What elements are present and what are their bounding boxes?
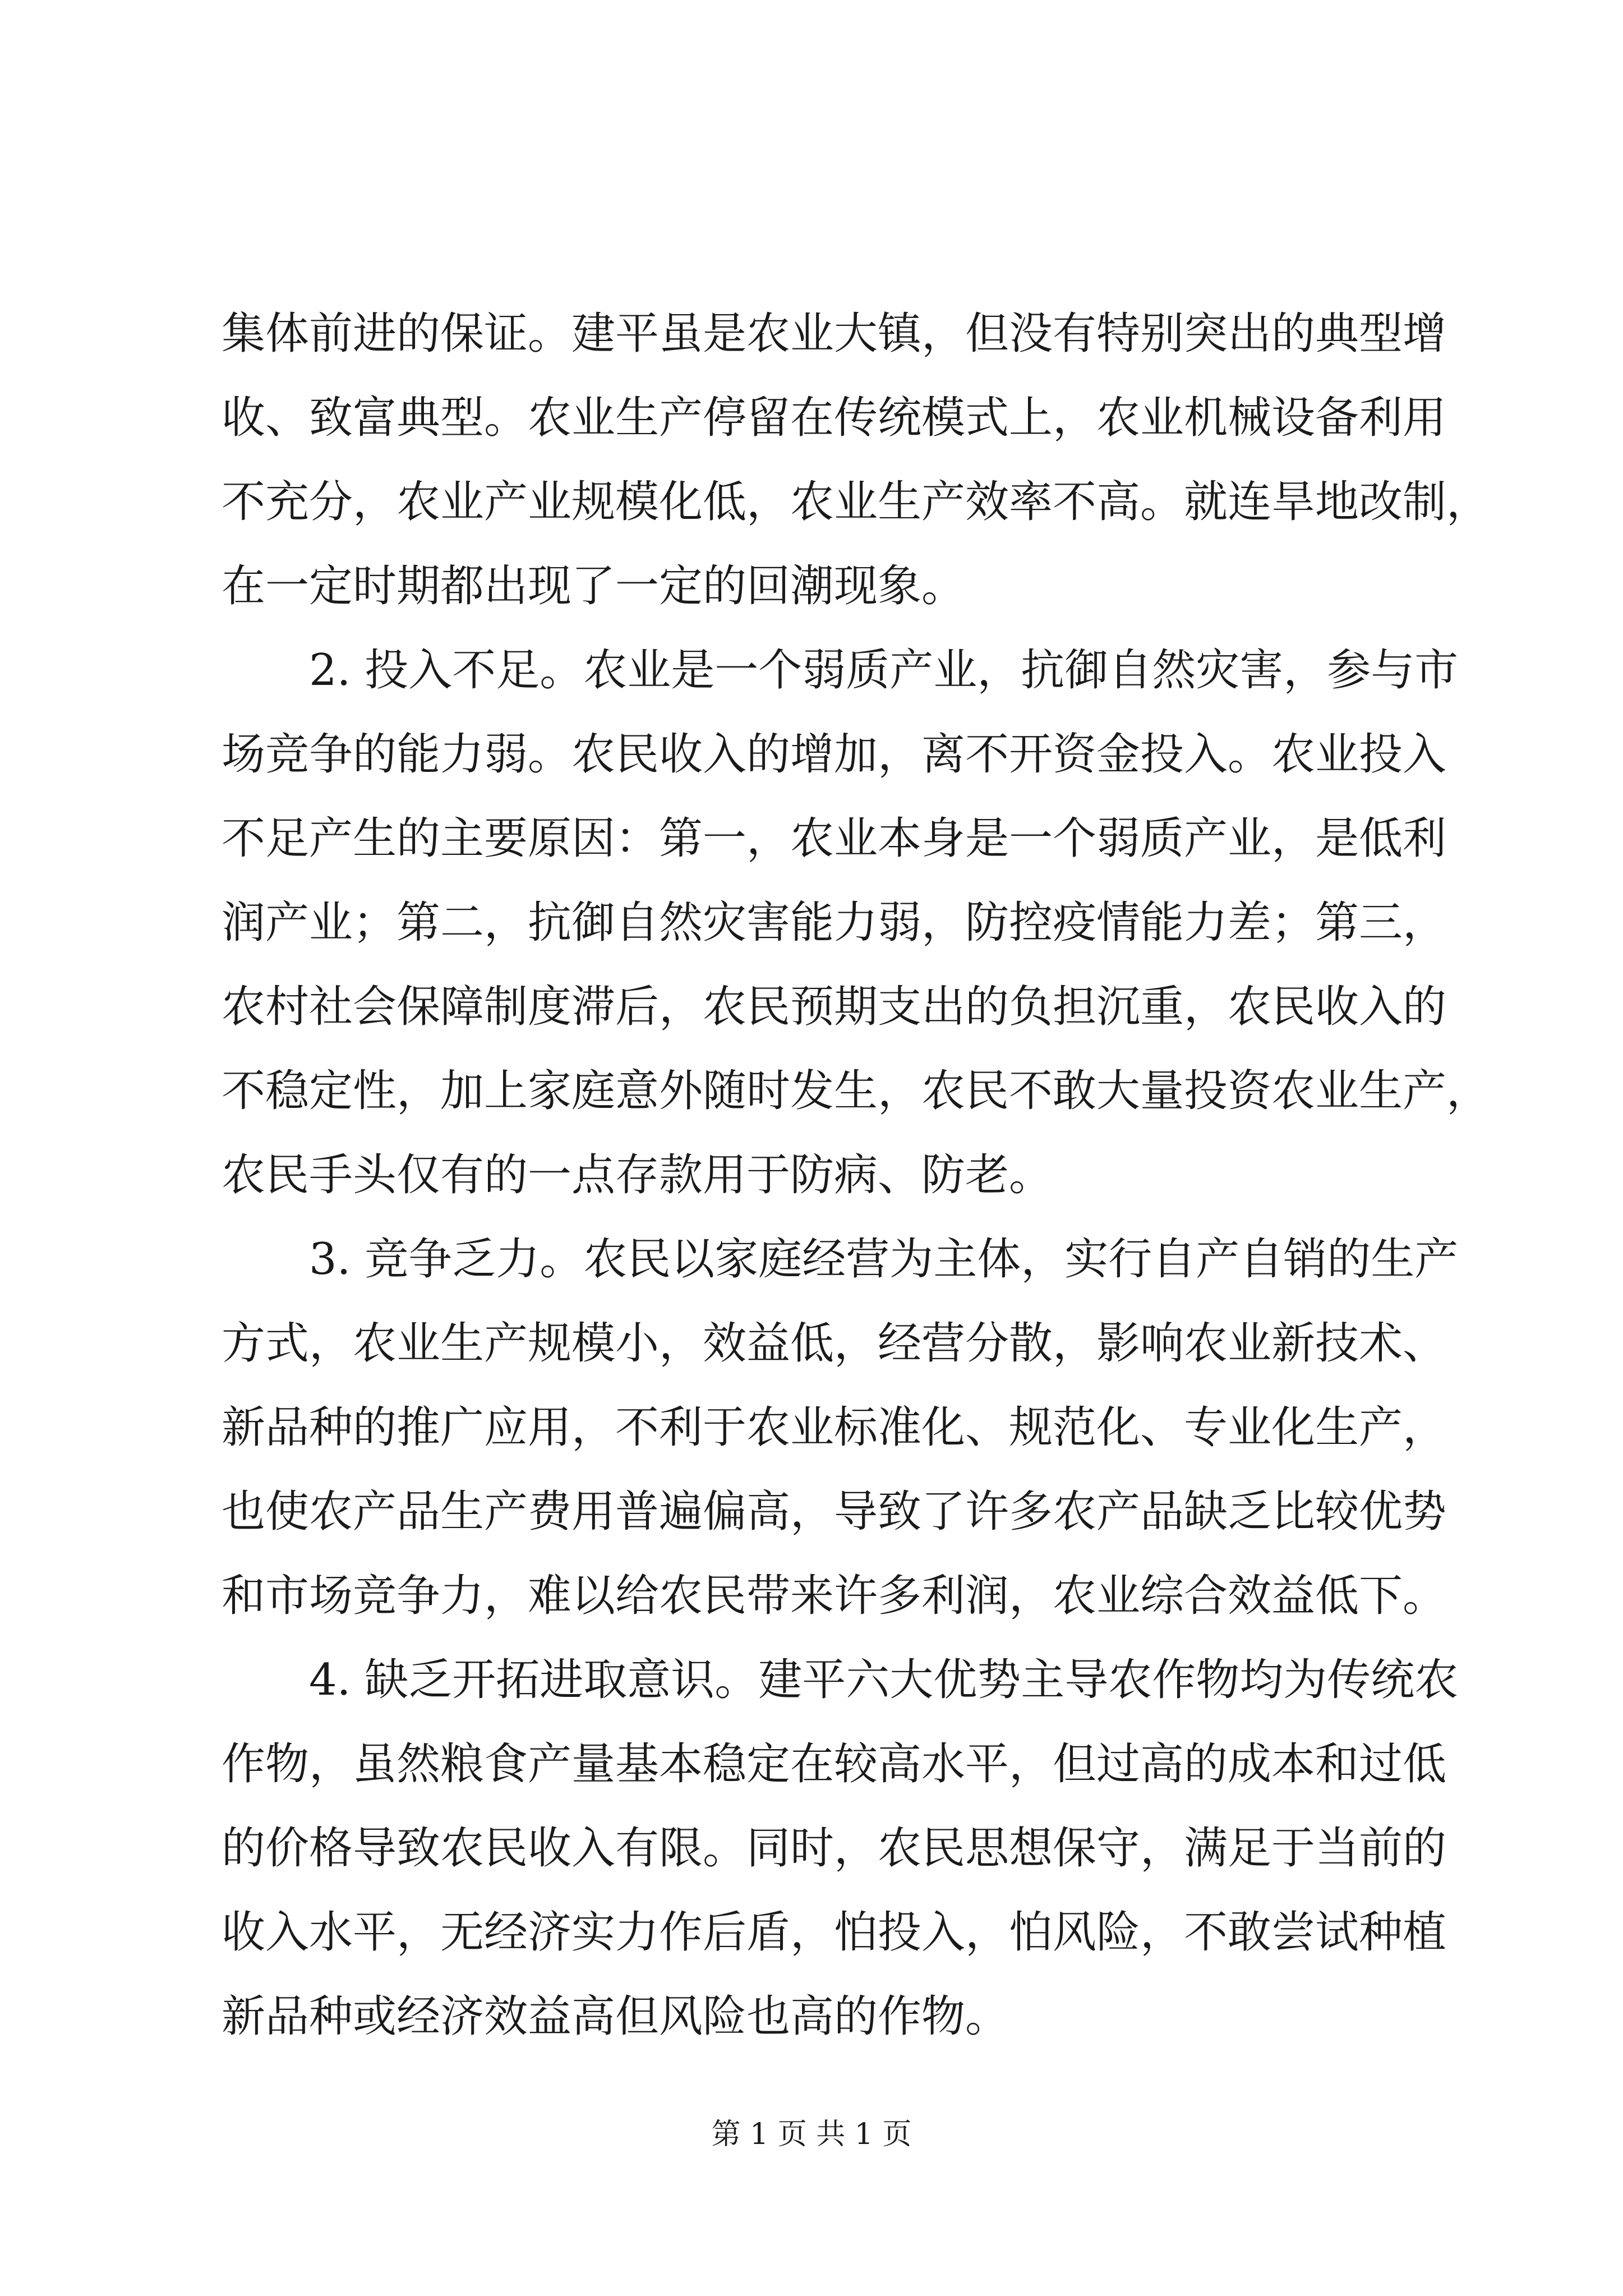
text-line: 农村社会保障制度滞后，农民预期支出的负担沉重，农民收入的 <box>222 982 1447 1032</box>
text-line: 和市场竞争力，难以给农民带来许多利润，农业综合效益低下。 <box>222 1571 1447 1621</box>
text-line: 4. 缺乏开拓进取意识。建平六大优势主导农作物均为传统农 <box>222 1655 1459 1705</box>
text-line: 润产业；第二，抗御自然灾害能力弱，防控疫情能力差；第三， <box>222 898 1447 948</box>
page-footer: 第 1 页 共 1 页 <box>711 2118 912 2151</box>
text-line: 的价格导致农民收入有限。同时，农民思想保守，满足于当前的 <box>222 1823 1447 1874</box>
text-line: 在一定时期都出现了一定的回潮现象。 <box>222 561 966 611</box>
text-line: 新品种或经济效益高但风险也高的作物。 <box>222 1991 1009 2042</box>
text-line: 方式，农业生产规模小，效益低，经营分散，影响农业新技术、 <box>222 1318 1447 1369</box>
text-line: 也使农产品生产费用普遍偏高，导致了许多农产品缺乏比较优势 <box>222 1487 1447 1537</box>
text-line: 不充分，农业产业规模化低，农业生产效率不高。就连旱地改制， <box>222 477 1491 527</box>
text-line: 新品种的推广应用，不利于农业标准化、规范化、专业化生产， <box>222 1402 1447 1453</box>
text-line: 收入水平，无经济实力作后盾，怕投入，怕风险，不敢尝试种植 <box>222 1907 1447 1958</box>
text-line: 场竞争的能力弱。农民收入的增加，离不开资金投入。农业投入 <box>222 729 1447 780</box>
text-line: 3. 竞争乏力。农民以家庭经营为主体，实行自产自销的生产 <box>222 1234 1459 1285</box>
text-line: 收、致富典型。农业生产停留在传统模式上，农业机械设备利用 <box>222 393 1447 443</box>
text-line: 不稳定性，加上家庭意外随时发生，农民不敢大量投资农业生产， <box>222 1066 1491 1116</box>
text-line: 2. 投入不足。农业是一个弱质产业，抗御自然灾害，参与市 <box>222 645 1459 696</box>
text-line: 不足产生的主要原因：第一，农业本身是一个弱质产业，是低利 <box>222 813 1447 864</box>
body-text <box>222 292 1491 2059</box>
text-line: 作物，虽然粮食产量基本稳定在较高水平，但过高的成本和过低 <box>222 1739 1447 1789</box>
text-line: 集体前进的保证。建平虽是农业大镇，但没有特别突出的典型增 <box>222 309 1447 359</box>
text-line: 农民手头仅有的一点存款用于防病、防老。 <box>222 1150 1053 1200</box>
